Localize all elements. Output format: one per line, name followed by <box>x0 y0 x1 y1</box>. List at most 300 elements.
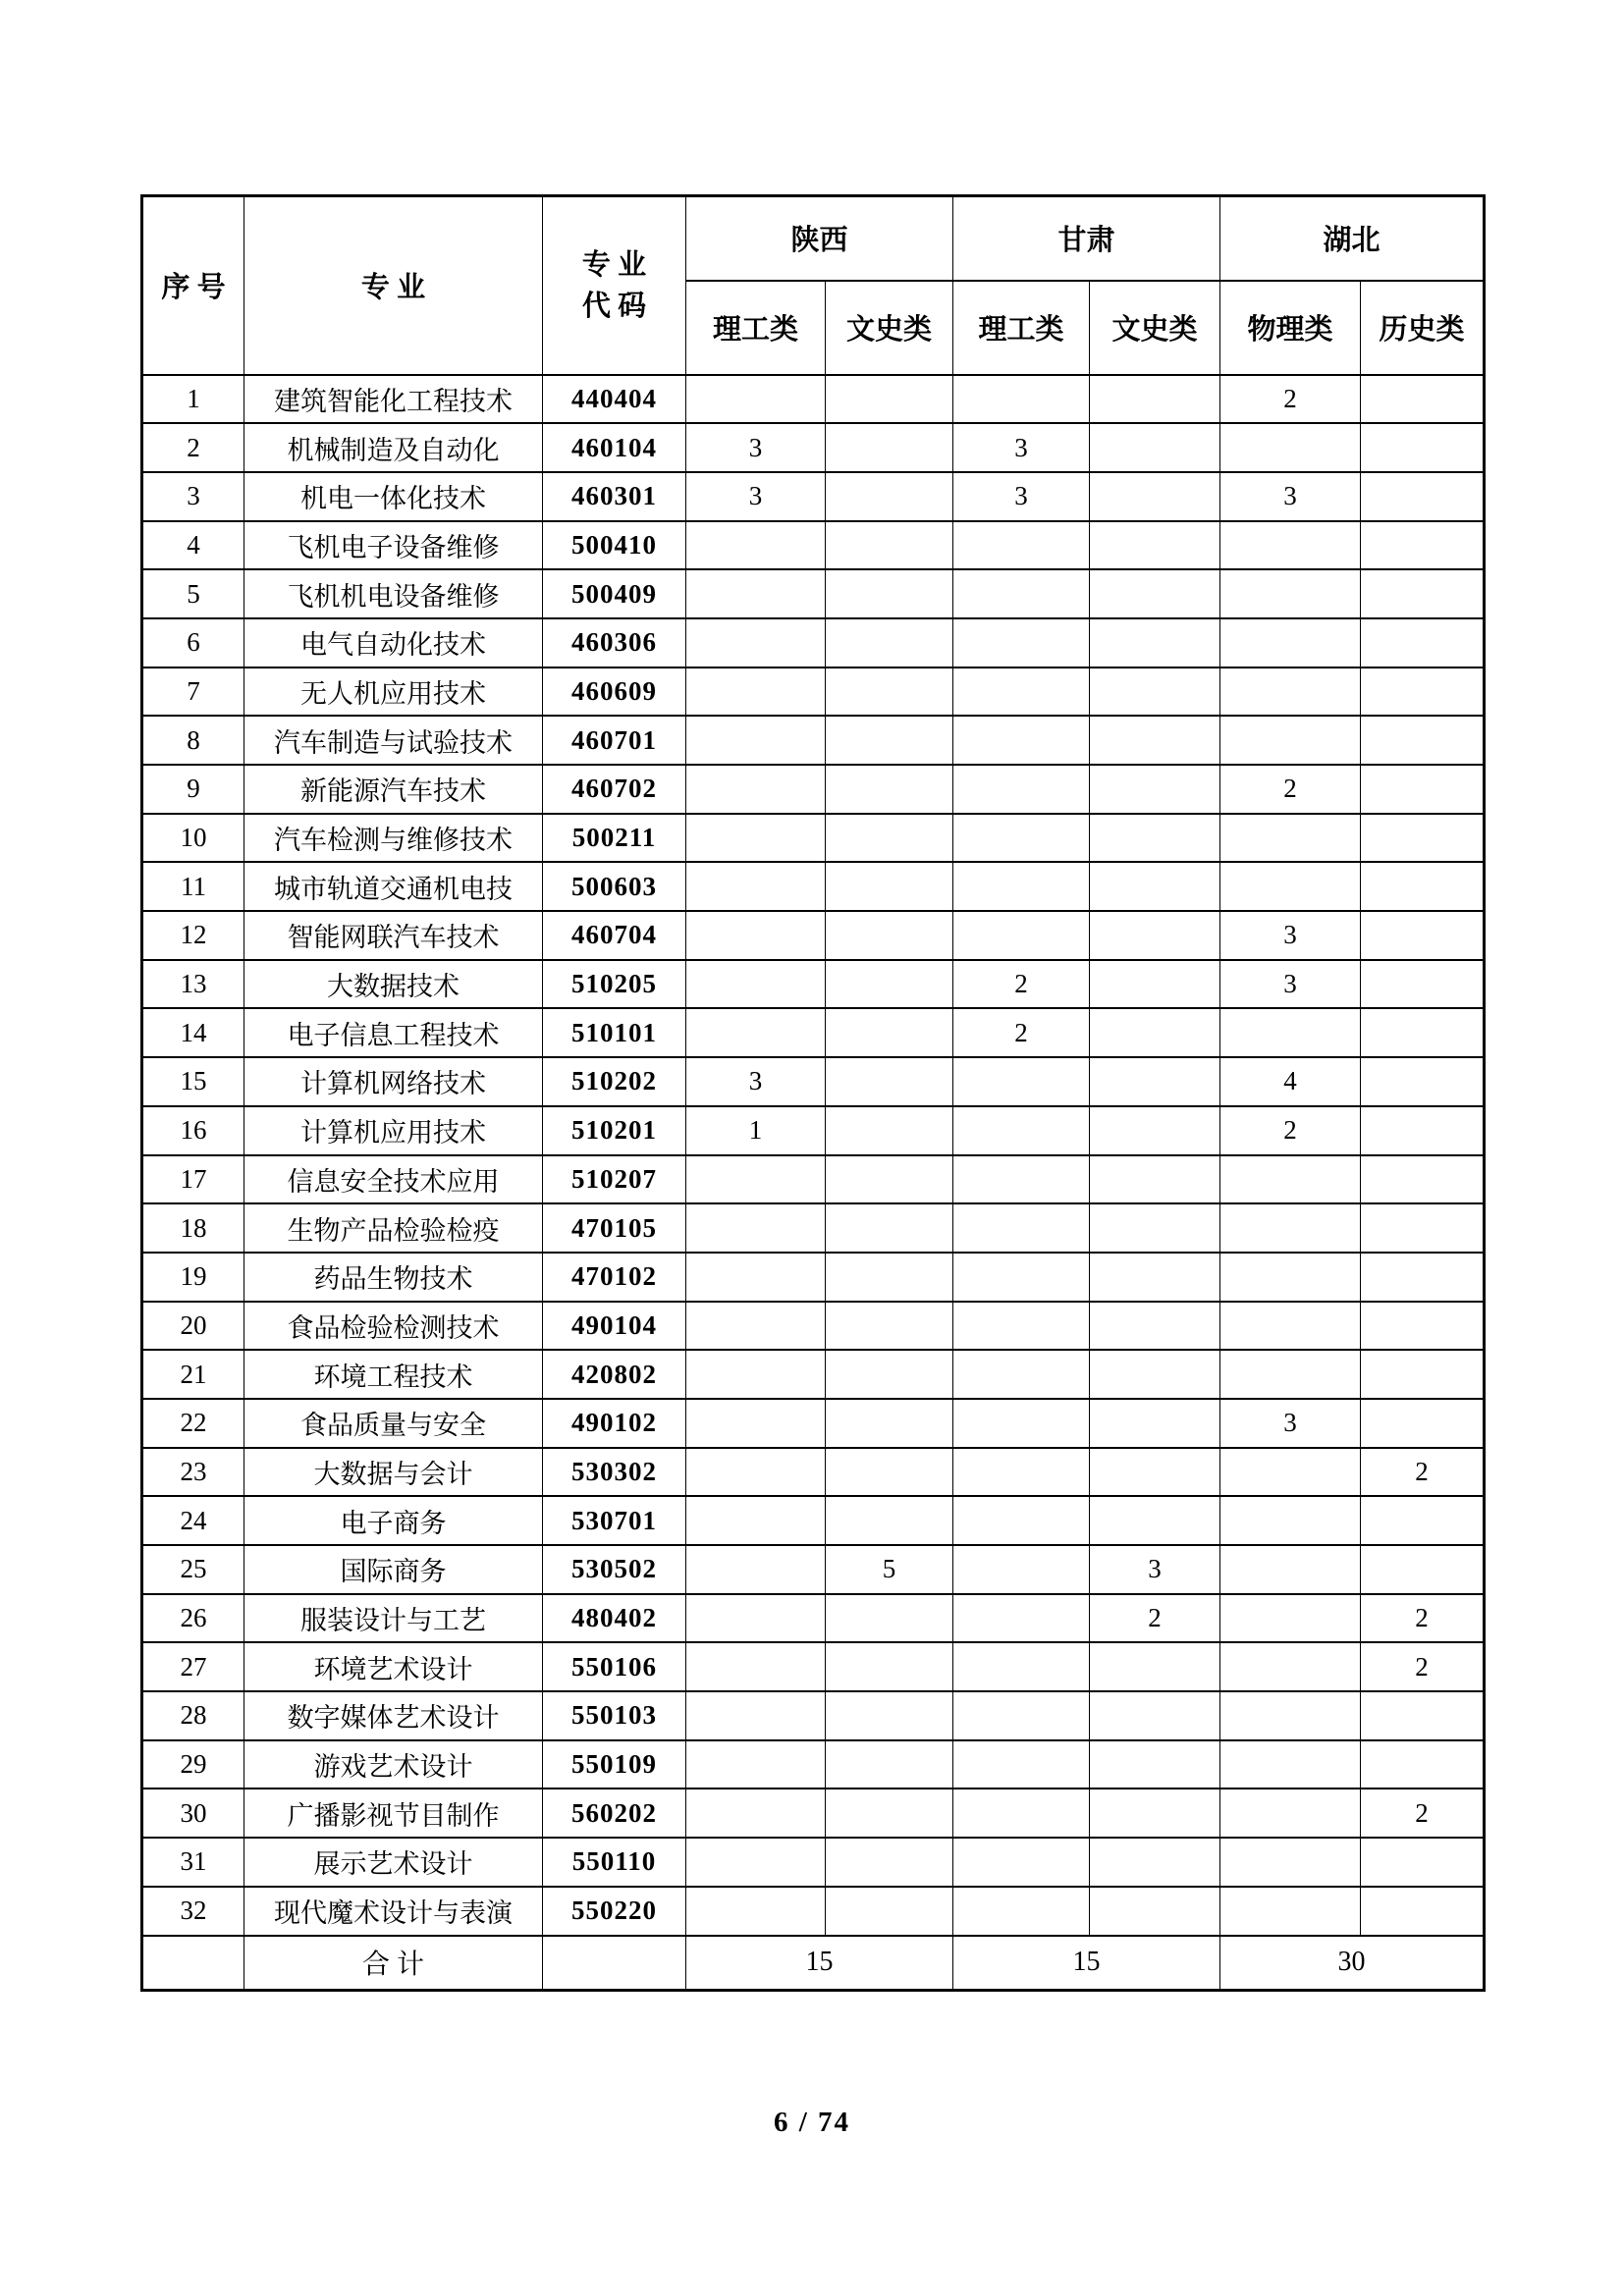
table-footer <box>142 1936 1485 1991</box>
value-shaanxi-science <box>686 716 826 765</box>
value-shaanxi-science <box>686 1350 826 1399</box>
row-number-cell: 7 <box>142 667 244 717</box>
value-gansu-science: 3 <box>953 423 1090 472</box>
table-row <box>142 1642 1485 1691</box>
value-shaanxi-liberal <box>826 960 953 1009</box>
row-number-cell: 26 <box>142 1594 244 1643</box>
value-gansu-science <box>953 1642 1090 1691</box>
value-gansu-liberal <box>1090 1399 1220 1448</box>
value-hubei-history <box>1361 765 1485 814</box>
value-gansu-science <box>953 1155 1090 1204</box>
value-shaanxi-science <box>686 1302 826 1351</box>
total-code-empty-cell <box>543 1936 686 1991</box>
value-hubei-physics <box>1220 1642 1361 1691</box>
row-number-cell: 30 <box>142 1789 244 1838</box>
major-cell: 智能网联汽车技术 <box>244 911 543 960</box>
value-hubei-history <box>1361 618 1485 667</box>
row-number-cell: 15 <box>142 1057 244 1106</box>
value-shaanxi-science <box>686 765 826 814</box>
major-cell: 汽车制造与试验技术 <box>244 716 543 765</box>
major-cell: 城市轨道交通机电技 <box>244 862 543 911</box>
total-shaanxi-cell: 15 <box>686 1936 953 1991</box>
value-gansu-liberal <box>1090 1496 1220 1545</box>
value-shaanxi-science <box>686 862 826 911</box>
header-gansu-science: 理工类 <box>953 281 1090 375</box>
value-shaanxi-science <box>686 911 826 960</box>
table-row <box>142 1253 1485 1302</box>
value-gansu-liberal <box>1090 862 1220 911</box>
major-cell: 大数据与会计 <box>244 1448 543 1497</box>
value-gansu-science <box>953 1057 1090 1106</box>
value-gansu-liberal <box>1090 1008 1220 1057</box>
code-cell: 510202 <box>543 1057 686 1106</box>
table-row <box>142 472 1485 521</box>
value-shaanxi-liberal <box>826 521 953 570</box>
value-shaanxi-liberal <box>826 1106 953 1155</box>
value-shaanxi-science <box>686 1594 826 1643</box>
value-shaanxi-liberal <box>826 1203 953 1253</box>
value-hubei-history <box>1361 1691 1485 1740</box>
header-hubei-history: 历史类 <box>1361 281 1485 375</box>
code-cell: 550220 <box>543 1887 686 1936</box>
row-number-cell: 4 <box>142 521 244 570</box>
header-serial-number: 序 号 <box>142 196 244 375</box>
value-gansu-liberal <box>1090 1740 1220 1789</box>
row-number-cell: 16 <box>142 1106 244 1155</box>
code-cell: 440404 <box>543 375 686 424</box>
table-row <box>142 618 1485 667</box>
major-cell: 电气自动化技术 <box>244 618 543 667</box>
major-cell: 无人机应用技术 <box>244 667 543 717</box>
value-gansu-liberal <box>1090 1691 1220 1740</box>
table-row <box>142 862 1485 911</box>
value-shaanxi-liberal <box>826 1691 953 1740</box>
major-cell: 环境艺术设计 <box>244 1642 543 1691</box>
table-row <box>142 1155 1485 1204</box>
code-cell: 550109 <box>543 1740 686 1789</box>
value-shaanxi-science <box>686 1740 826 1789</box>
header-gansu-liberal: 文史类 <box>1090 281 1220 375</box>
major-cell: 机械制造及自动化 <box>244 423 543 472</box>
value-gansu-science <box>953 1203 1090 1253</box>
table-row <box>142 1691 1485 1740</box>
value-hubei-history <box>1361 1203 1485 1253</box>
table-row <box>142 1350 1485 1399</box>
table-row <box>142 1789 1485 1838</box>
row-number-cell: 27 <box>142 1642 244 1691</box>
value-hubei-physics <box>1220 1789 1361 1838</box>
value-shaanxi-science <box>686 1545 826 1594</box>
code-cell: 510201 <box>543 1106 686 1155</box>
value-hubei-history <box>1361 1887 1485 1936</box>
code-cell: 510101 <box>543 1008 686 1057</box>
value-shaanxi-science <box>686 1399 826 1448</box>
value-shaanxi-science <box>686 960 826 1009</box>
code-cell: 420802 <box>543 1350 686 1399</box>
value-hubei-history <box>1361 569 1485 618</box>
code-cell: 550103 <box>543 1691 686 1740</box>
value-shaanxi-liberal <box>826 765 953 814</box>
major-cell: 建筑智能化工程技术 <box>244 375 543 424</box>
value-hubei-history <box>1361 667 1485 717</box>
value-gansu-science: 2 <box>953 1008 1090 1057</box>
value-gansu-science <box>953 1448 1090 1497</box>
value-shaanxi-liberal <box>826 1399 953 1448</box>
value-shaanxi-liberal <box>826 1253 953 1302</box>
value-hubei-physics: 2 <box>1220 375 1361 424</box>
row-number-cell: 1 <box>142 375 244 424</box>
value-shaanxi-science <box>686 375 826 424</box>
table-row <box>142 1399 1485 1448</box>
row-number-cell: 6 <box>142 618 244 667</box>
table-row <box>142 423 1485 472</box>
value-gansu-liberal <box>1090 521 1220 570</box>
value-gansu-liberal <box>1090 1642 1220 1691</box>
value-gansu-liberal <box>1090 1448 1220 1497</box>
code-cell: 500603 <box>543 862 686 911</box>
major-cell: 食品检验检测技术 <box>244 1302 543 1351</box>
header-province-hubei: 湖北 <box>1220 196 1485 281</box>
value-gansu-liberal <box>1090 1887 1220 1936</box>
value-gansu-liberal <box>1090 1203 1220 1253</box>
value-shaanxi-liberal <box>826 1496 953 1545</box>
value-hubei-history <box>1361 960 1485 1009</box>
value-gansu-liberal <box>1090 667 1220 717</box>
value-gansu-liberal <box>1090 472 1220 521</box>
value-shaanxi-liberal <box>826 1838 953 1887</box>
major-cell: 飞机电子设备维修 <box>244 521 543 570</box>
value-gansu-science <box>953 1691 1090 1740</box>
value-hubei-history <box>1361 1496 1485 1545</box>
row-number-cell: 8 <box>142 716 244 765</box>
value-gansu-science <box>953 1594 1090 1643</box>
major-cell: 展示艺术设计 <box>244 1838 543 1887</box>
value-hubei-history: 2 <box>1361 1642 1485 1691</box>
table-row <box>142 569 1485 618</box>
value-shaanxi-science <box>686 521 826 570</box>
table-row <box>142 1203 1485 1253</box>
value-shaanxi-liberal <box>826 1448 953 1497</box>
major-cell: 计算机应用技术 <box>244 1106 543 1155</box>
value-hubei-history <box>1361 423 1485 472</box>
value-shaanxi-liberal <box>826 618 953 667</box>
value-shaanxi-science: 3 <box>686 1057 826 1106</box>
header-province-gansu: 甘肃 <box>953 196 1220 281</box>
value-hubei-physics <box>1220 814 1361 863</box>
major-cell: 食品质量与安全 <box>244 1399 543 1448</box>
value-shaanxi-science <box>686 1496 826 1545</box>
value-gansu-science: 2 <box>953 960 1090 1009</box>
value-gansu-science <box>953 814 1090 863</box>
row-number-cell: 29 <box>142 1740 244 1789</box>
row-number-cell: 25 <box>142 1545 244 1594</box>
value-shaanxi-liberal <box>826 1350 953 1399</box>
value-hubei-physics <box>1220 1448 1361 1497</box>
row-number-cell: 20 <box>142 1302 244 1351</box>
code-cell: 510205 <box>543 960 686 1009</box>
value-hubei-physics <box>1220 1691 1361 1740</box>
row-number-cell: 5 <box>142 569 244 618</box>
row-number-cell: 32 <box>142 1887 244 1936</box>
value-hubei-physics: 3 <box>1220 911 1361 960</box>
value-gansu-liberal <box>1090 1057 1220 1106</box>
value-gansu-science <box>953 1838 1090 1887</box>
value-gansu-liberal <box>1090 1302 1220 1351</box>
value-shaanxi-science <box>686 618 826 667</box>
value-shaanxi-liberal <box>826 1155 953 1204</box>
value-gansu-science <box>953 1350 1090 1399</box>
header-major-code-line1: 专 业 <box>581 248 647 281</box>
major-cell: 信息安全技术应用 <box>244 1155 543 1204</box>
value-gansu-liberal <box>1090 960 1220 1009</box>
value-gansu-science <box>953 1496 1090 1545</box>
value-gansu-liberal <box>1090 814 1220 863</box>
value-gansu-science <box>953 667 1090 717</box>
enrollment-plan-table <box>140 194 1486 1992</box>
code-cell: 480402 <box>543 1594 686 1643</box>
value-shaanxi-science <box>686 1448 826 1497</box>
row-number-cell: 3 <box>142 472 244 521</box>
code-cell: 550106 <box>543 1642 686 1691</box>
value-gansu-science <box>953 1740 1090 1789</box>
code-cell: 550110 <box>543 1838 686 1887</box>
value-hubei-physics <box>1220 1350 1361 1399</box>
value-hubei-history <box>1361 1740 1485 1789</box>
value-shaanxi-science <box>686 1887 826 1936</box>
value-hubei-physics <box>1220 667 1361 717</box>
value-hubei-physics: 2 <box>1220 1106 1361 1155</box>
value-gansu-liberal <box>1090 911 1220 960</box>
value-hubei-physics <box>1220 1545 1361 1594</box>
value-hubei-history <box>1361 814 1485 863</box>
value-hubei-history <box>1361 1106 1485 1155</box>
table-row <box>142 1057 1485 1106</box>
value-hubei-physics <box>1220 521 1361 570</box>
value-shaanxi-science <box>686 1838 826 1887</box>
value-shaanxi-science <box>686 667 826 717</box>
row-number-cell: 13 <box>142 960 244 1009</box>
row-number-cell: 23 <box>142 1448 244 1497</box>
value-hubei-history <box>1361 1253 1485 1302</box>
value-shaanxi-liberal <box>826 1057 953 1106</box>
value-hubei-physics <box>1220 569 1361 618</box>
value-hubei-history <box>1361 375 1485 424</box>
value-gansu-liberal: 3 <box>1090 1545 1220 1594</box>
value-gansu-science <box>953 862 1090 911</box>
value-gansu-science <box>953 1789 1090 1838</box>
row-number-cell: 10 <box>142 814 244 863</box>
value-gansu-liberal: 2 <box>1090 1594 1220 1643</box>
table-row <box>142 375 1485 424</box>
major-cell: 飞机机电设备维修 <box>244 569 543 618</box>
row-number-cell: 24 <box>142 1496 244 1545</box>
value-gansu-science <box>953 1399 1090 1448</box>
value-hubei-physics <box>1220 1740 1361 1789</box>
value-gansu-liberal <box>1090 1155 1220 1204</box>
value-shaanxi-liberal <box>826 1594 953 1643</box>
value-hubei-physics <box>1220 1838 1361 1887</box>
value-hubei-physics <box>1220 1253 1361 1302</box>
code-cell: 460609 <box>543 667 686 717</box>
value-gansu-liberal <box>1090 716 1220 765</box>
value-hubei-physics <box>1220 618 1361 667</box>
value-shaanxi-liberal <box>826 1740 953 1789</box>
value-gansu-science <box>953 911 1090 960</box>
value-shaanxi-science <box>686 1155 826 1204</box>
code-cell: 500211 <box>543 814 686 863</box>
row-number-cell: 12 <box>142 911 244 960</box>
value-shaanxi-liberal <box>826 423 953 472</box>
code-cell: 460702 <box>543 765 686 814</box>
value-shaanxi-liberal <box>826 472 953 521</box>
value-shaanxi-science: 1 <box>686 1106 826 1155</box>
value-shaanxi-science <box>686 1008 826 1057</box>
table-row <box>142 1545 1485 1594</box>
value-hubei-physics <box>1220 716 1361 765</box>
value-gansu-science <box>953 521 1090 570</box>
value-gansu-science <box>953 569 1090 618</box>
major-cell: 新能源汽车技术 <box>244 765 543 814</box>
table-row <box>142 1740 1485 1789</box>
page-number: 6 / 74 <box>773 2107 851 2138</box>
value-gansu-liberal <box>1090 569 1220 618</box>
value-gansu-science <box>953 1545 1090 1594</box>
value-gansu-science <box>953 1253 1090 1302</box>
value-gansu-science <box>953 716 1090 765</box>
row-number-cell: 11 <box>142 862 244 911</box>
row-number-cell: 31 <box>142 1838 244 1887</box>
major-cell: 广播影视节目制作 <box>244 1789 543 1838</box>
total-serial-empty-cell <box>142 1936 244 1991</box>
value-gansu-science <box>953 1106 1090 1155</box>
value-gansu-liberal <box>1090 1106 1220 1155</box>
value-shaanxi-science <box>686 1691 826 1740</box>
table-row <box>142 1838 1485 1887</box>
major-cell: 机电一体化技术 <box>244 472 543 521</box>
value-hubei-physics <box>1220 1008 1361 1057</box>
value-shaanxi-liberal <box>826 911 953 960</box>
value-hubei-physics <box>1220 1496 1361 1545</box>
code-cell: 470102 <box>543 1253 686 1302</box>
value-shaanxi-science: 3 <box>686 423 826 472</box>
value-hubei-physics <box>1220 423 1361 472</box>
code-cell: 530302 <box>543 1448 686 1497</box>
table-row <box>142 960 1485 1009</box>
table-row <box>142 814 1485 863</box>
value-hubei-physics: 3 <box>1220 1399 1361 1448</box>
code-cell: 530502 <box>543 1545 686 1594</box>
value-shaanxi-science <box>686 1203 826 1253</box>
code-cell: 460701 <box>543 716 686 765</box>
row-number-cell: 21 <box>142 1350 244 1399</box>
value-shaanxi-liberal <box>826 814 953 863</box>
value-hubei-history <box>1361 862 1485 911</box>
header-major-code <box>543 196 686 375</box>
row-number-cell: 18 <box>142 1203 244 1253</box>
value-shaanxi-liberal <box>826 1789 953 1838</box>
value-gansu-liberal <box>1090 1838 1220 1887</box>
value-shaanxi-science <box>686 1642 826 1691</box>
value-hubei-history <box>1361 1155 1485 1204</box>
table-row <box>142 716 1485 765</box>
total-hubei-cell: 30 <box>1220 1936 1485 1991</box>
value-shaanxi-liberal <box>826 667 953 717</box>
header-shaanxi-science: 理工类 <box>686 281 826 375</box>
header-row-provinces <box>142 196 1485 281</box>
major-cell: 电子信息工程技术 <box>244 1008 543 1057</box>
table-row <box>142 1302 1485 1351</box>
value-hubei-physics <box>1220 1155 1361 1204</box>
code-cell: 500410 <box>543 521 686 570</box>
value-shaanxi-science: 3 <box>686 472 826 521</box>
table-row <box>142 521 1485 570</box>
value-gansu-science <box>953 765 1090 814</box>
value-hubei-history <box>1361 521 1485 570</box>
row-number-cell: 28 <box>142 1691 244 1740</box>
major-cell: 国际商务 <box>244 1545 543 1594</box>
total-label-cell: 合 计 <box>244 1936 543 1991</box>
value-hubei-history <box>1361 1545 1485 1594</box>
row-number-cell: 9 <box>142 765 244 814</box>
header-major-code-line2: 代 码 <box>581 290 647 322</box>
value-gansu-liberal <box>1090 1789 1220 1838</box>
value-hubei-physics <box>1220 1302 1361 1351</box>
major-cell: 计算机网络技术 <box>244 1057 543 1106</box>
major-cell: 现代魔术设计与表演 <box>244 1887 543 1936</box>
code-cell: 460301 <box>543 472 686 521</box>
value-gansu-science <box>953 618 1090 667</box>
value-hubei-physics <box>1220 1594 1361 1643</box>
value-gansu-science <box>953 375 1090 424</box>
value-shaanxi-liberal <box>826 1302 953 1351</box>
value-hubei-history: 2 <box>1361 1594 1485 1643</box>
value-hubei-history <box>1361 1008 1485 1057</box>
major-cell: 环境工程技术 <box>244 1350 543 1399</box>
value-shaanxi-science <box>686 1789 826 1838</box>
code-cell: 490104 <box>543 1302 686 1351</box>
row-number-cell: 19 <box>142 1253 244 1302</box>
table-row <box>142 1008 1485 1057</box>
value-hubei-physics: 3 <box>1220 960 1361 1009</box>
code-cell: 530701 <box>543 1496 686 1545</box>
table-row <box>142 1448 1485 1497</box>
row-number-cell: 17 <box>142 1155 244 1204</box>
value-gansu-science: 3 <box>953 472 1090 521</box>
value-shaanxi-science <box>686 814 826 863</box>
row-number-cell: 14 <box>142 1008 244 1057</box>
major-cell: 药品生物技术 <box>244 1253 543 1302</box>
value-shaanxi-liberal <box>826 862 953 911</box>
value-shaanxi-liberal <box>826 1008 953 1057</box>
value-gansu-liberal <box>1090 1253 1220 1302</box>
code-cell: 500409 <box>543 569 686 618</box>
value-shaanxi-liberal <box>826 375 953 424</box>
header-province-shaanxi: 陕西 <box>686 196 953 281</box>
table-header <box>142 196 1485 375</box>
code-cell: 560202 <box>543 1789 686 1838</box>
table-row <box>142 1594 1485 1643</box>
total-gansu-cell: 15 <box>953 1936 1220 1991</box>
code-cell: 470105 <box>543 1203 686 1253</box>
value-gansu-liberal <box>1090 765 1220 814</box>
value-gansu-liberal <box>1090 1350 1220 1399</box>
table-body <box>142 375 1485 1936</box>
major-cell: 电子商务 <box>244 1496 543 1545</box>
value-hubei-physics: 4 <box>1220 1057 1361 1106</box>
value-gansu-liberal <box>1090 618 1220 667</box>
value-gansu-liberal <box>1090 375 1220 424</box>
code-cell: 490102 <box>543 1399 686 1448</box>
